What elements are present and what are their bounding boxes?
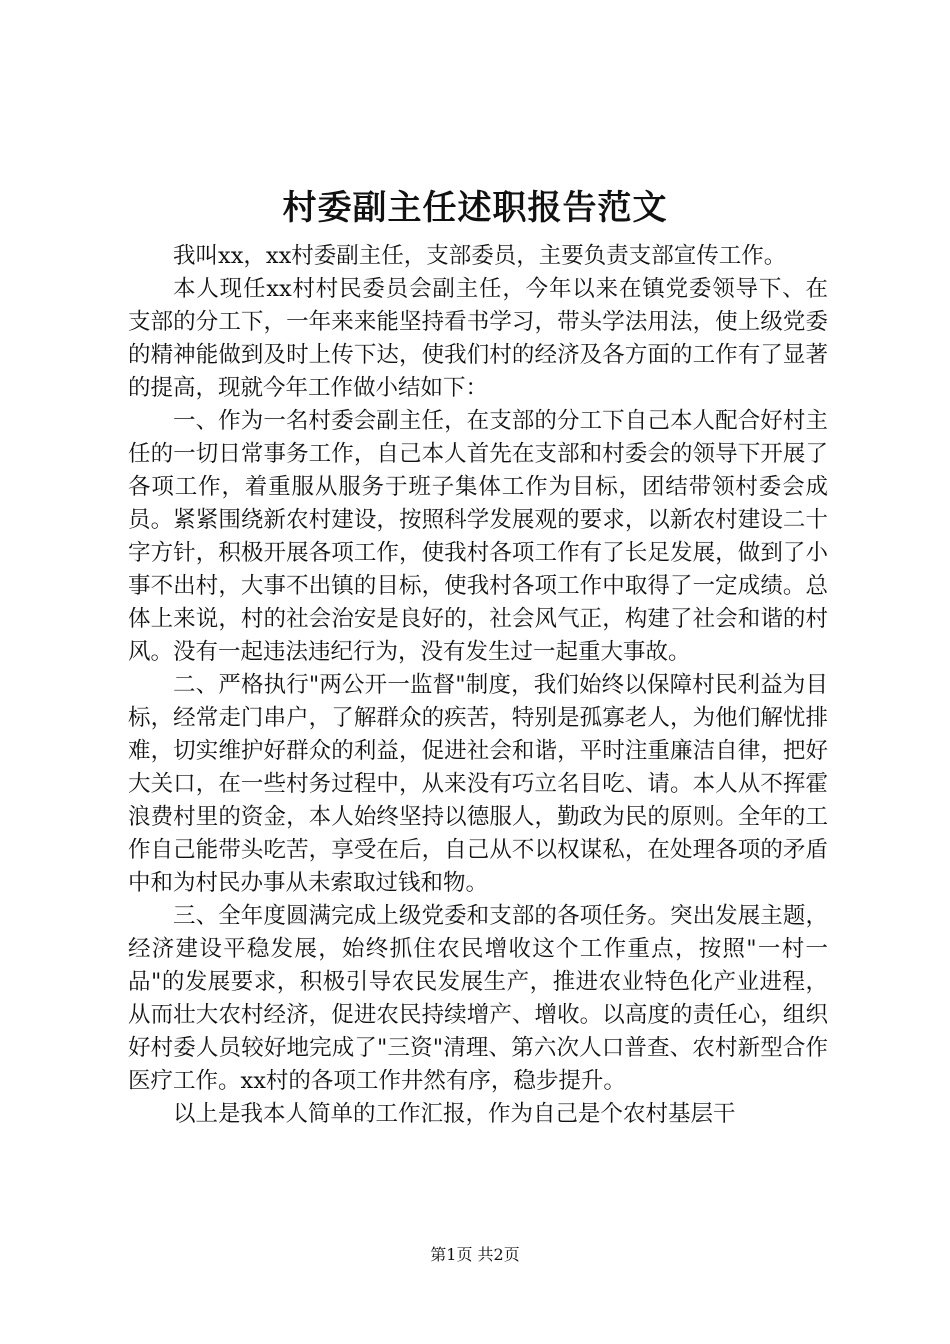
paragraph-closing: 以上是我本人简单的工作汇报，作为自己是个农村基层干 [173,1101,736,1127]
paragraph-section-two: 二、严格执行"两公开一监督"制度，我们始终以保障村民利益为目标，经常走门串户，了解群众的疾苦，特别是孤寡老人，为他们解忧排难，切实维护好群众的利益，促进社会和谐，平时注重廉洁自律，把好大关口，在一些村务过程中，从来没有巧立名目吃、请。本人从不挥霍浪费村里的资金，本人始终坚持以德服人，勤政为民的原则。全年的工作自己能带头吃苦，享受在后，自己从不以权谋私，在处理各项的矛盾中和为村民办事从未索取过钱和物。 [128,672,828,896]
document-title: 村委副主任述职报告范文 [282,188,668,228]
paragraph-overview: 本人现任xx村村民委员会副主任，今年以来在镇党委领导下、在支部的分工下，一年来来能坚持看书学习，带头学法用法，使上级党委的精神能做到及时上传下达，使我们村的经济及各方面的工作有了显著的提高，现就今年工作做小结如下： [128,276,828,401]
paragraph-section-three: 三、全年度圆满完成上级党委和支部的各项任务。突出发展主题，经济建设平稳发展，始终抓住农民增收这个工作重点，按照"一村一品"的发展要求，积极引导农民发展生产，推进农业特色化产业进程，从而壮大农村经济，促进农民持续增产、增收。以高度的责任心，组织好村委人员较好地完成了"三资"清理、第六次人口普查、农村新型合作医疗工作。xx村的各项工作井然有序，稳步提升。 [128,903,828,1094]
document-body [128,240,828,1131]
paragraph-section-one: 一、作为一名村委会副主任，在支部的分工下自己本人配合好村主任的一切日常事务工作，自己本人首先在支部和村委会的领导下开展了各项工作，着重服从服务于班子集体工作为目标，团结带领村委会成员。紧紧围绕新农村建设，按照科学发展观的要求，以新农村建设二十字方针，积极开展各项工作，使我村各项工作有了长足发展，做到了小事不出村，大事不出镇的目标，使我村各项工作中取得了一定成绩。总体上来说，村的社会治安是良好的，社会风气正，构建了社会和谐的村风。没有一起违法违纪行为，没有发生过一起重大事故。 [128,408,828,665]
page-number: 第1页 共2页 [430,1245,520,1264]
paragraph-intro: 我叫xx，xx村委副主任，支部委员，主要负责支部宣传工作。 [173,243,787,269]
